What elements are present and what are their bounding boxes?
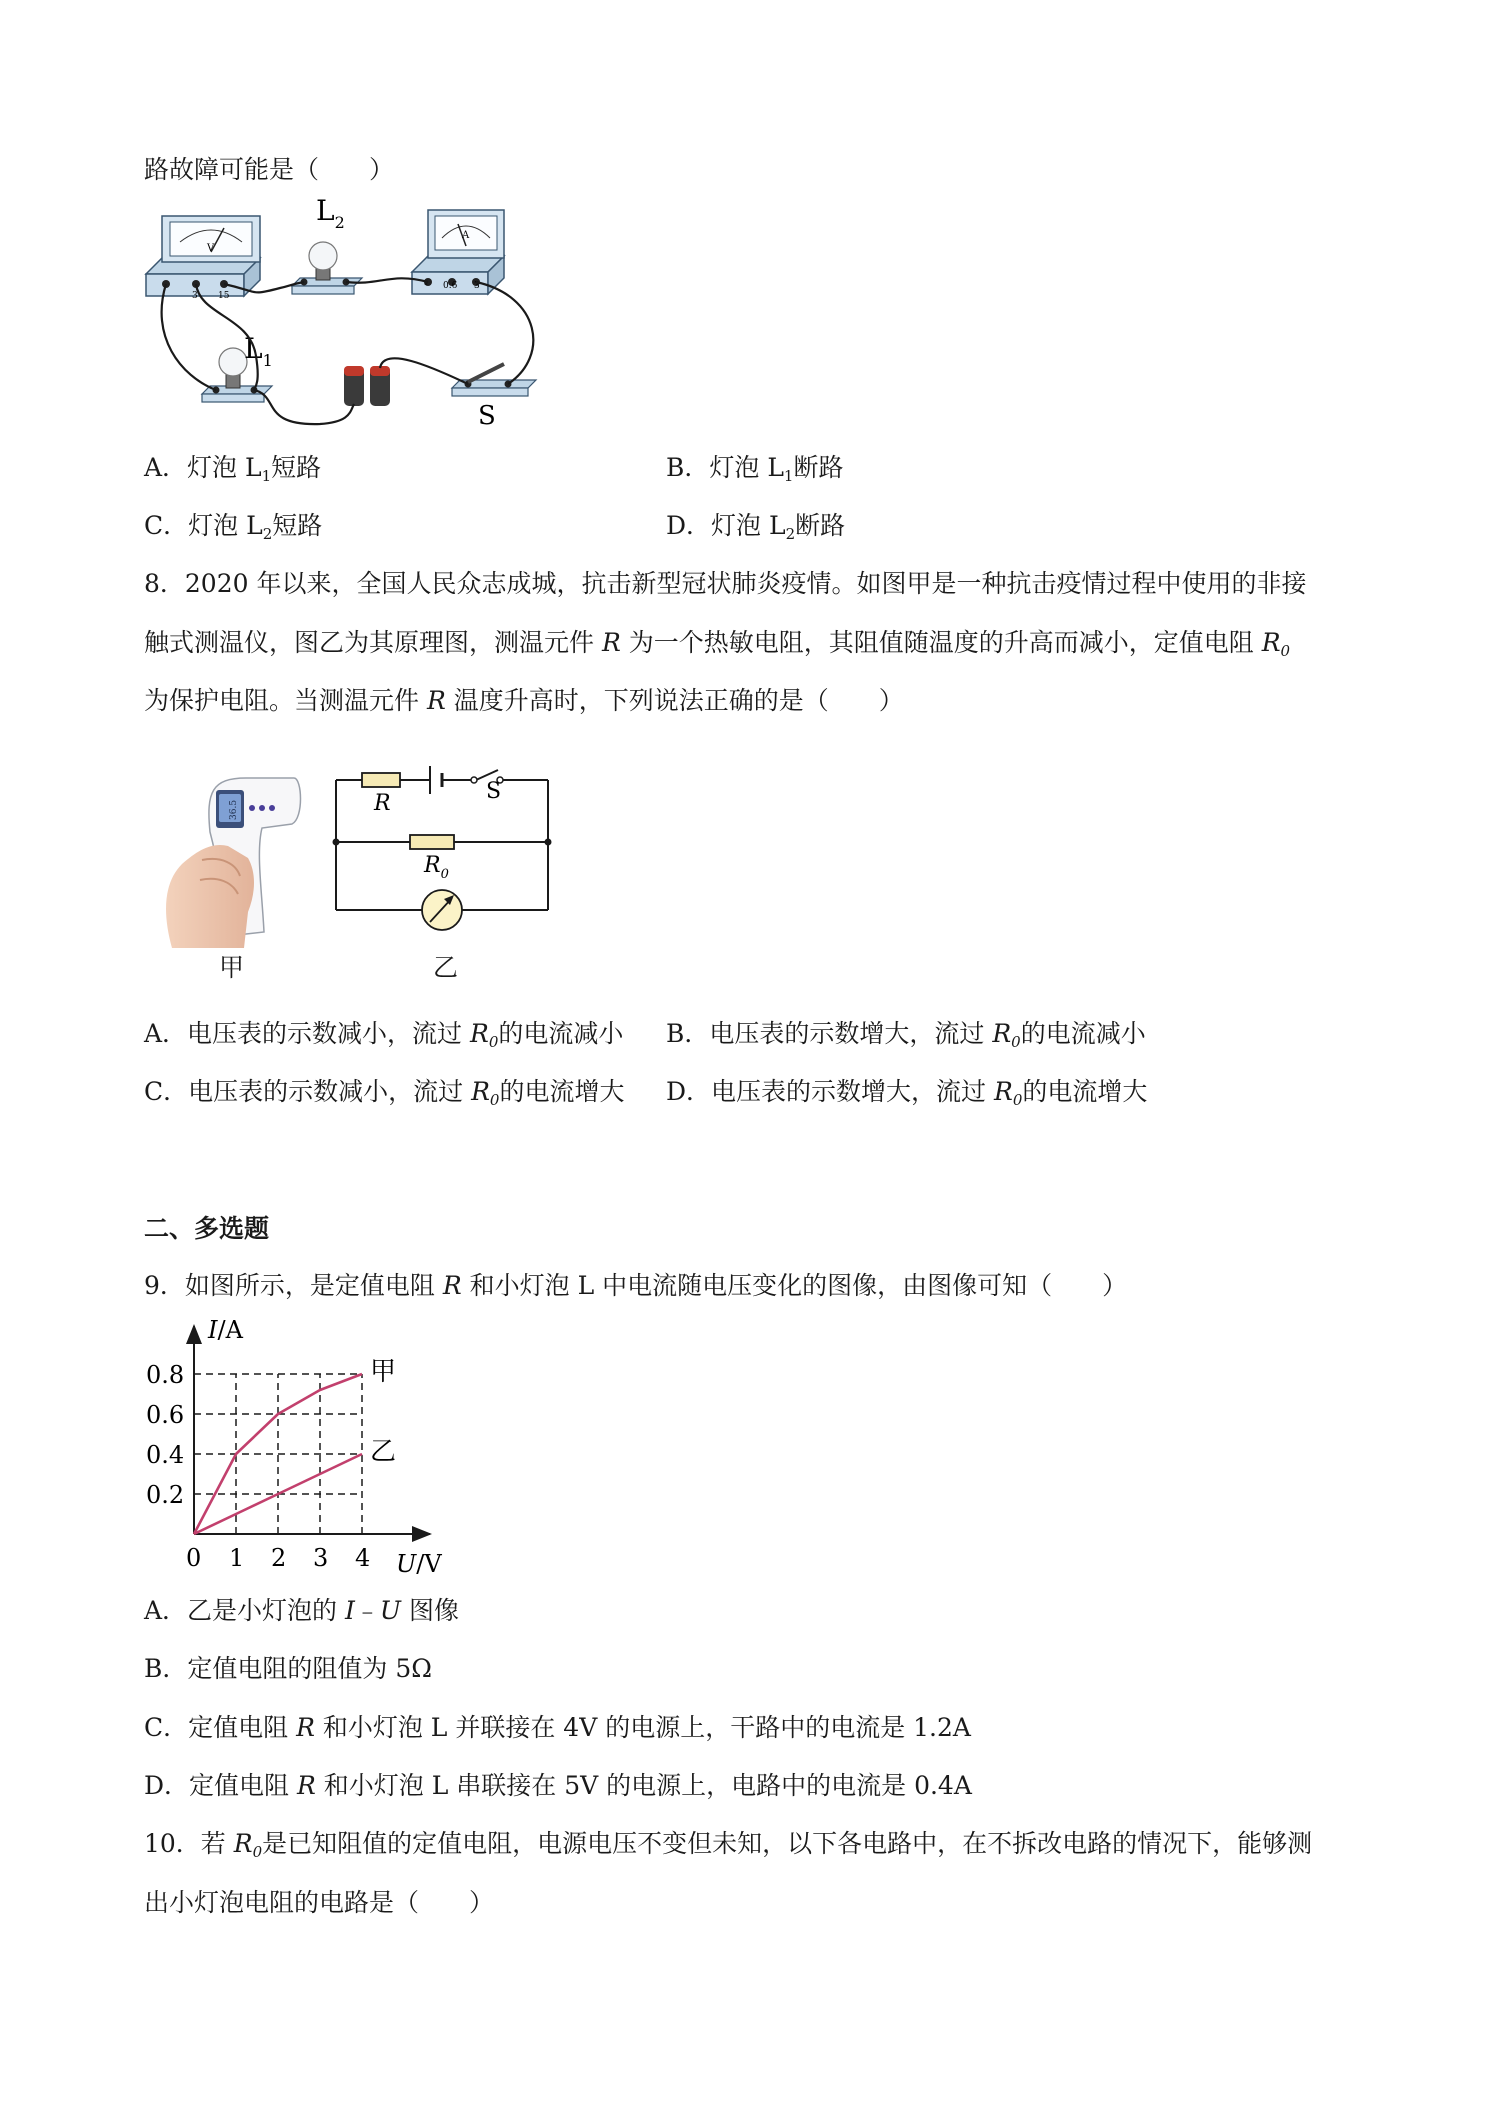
circuit-label-r: R [374,791,391,816]
q8-option-d-tail: 的电流增大 [1022,1077,1148,1106]
q7-option-b-text: B．灯泡 L [666,453,784,482]
x-axis-label-unit: /V [416,1550,442,1578]
q9-option-a[interactable] [144,1595,459,1627]
q7-option-d-suffix: 断路 [795,511,846,540]
q8-option-a[interactable] [144,1018,623,1050]
q7-option-c-suffix: 短路 [272,511,323,540]
q7-option-a[interactable] [144,452,321,484]
thermometer-reading: 36.5 [229,799,239,820]
section-heading-multi-choice: 二、多选题 [144,1214,270,1243]
q8-option-c-sub: 0 [489,1091,500,1109]
q8-stem-line-1: 8．2020 年以来，全国人民众志成城，抗击新型冠状肺炎疫情。如图甲是一种抗击疫情过程中使用的非接 [144,569,1307,598]
q7-stem-tail: 路故障可能是（ ） [144,155,395,184]
ammeter-terminal-neg: - [424,277,428,290]
q8-option-d-r: R [994,1077,1013,1106]
q8-option-b-sub: 0 [1011,1033,1021,1051]
label-s: S [478,401,496,431]
q8-stem-line-2 [144,627,1290,659]
q8-option-d[interactable] [666,1076,1147,1108]
q10-line1-a: 10．若 [144,1829,234,1858]
q8-line2-r0: R [1261,628,1281,657]
q9-option-d-text: D．定值电阻 [144,1771,297,1800]
q8-stem-line-3 [144,685,904,717]
voltmeter-terminal-3: 3 [192,291,198,301]
x-axis-label-symbol: U [396,1550,417,1578]
q9-stem-b: 和小灯泡 L 中电流随电压变化的图像，由图像可知（ ） [461,1271,1128,1300]
series-label-2: 乙 [370,1437,397,1467]
q8-option-a-tail: 的电流减小 [498,1019,624,1048]
q8-line2-a: 触式测温仪，图乙为其原理图，测温元件 [144,628,602,657]
y-axis-label-symbol: I [208,1316,218,1344]
x-tick-label-3: 3 [313,1544,329,1572]
q9-option-d-r: R [297,1771,316,1800]
lamp-l1 [202,332,273,402]
q7-circuit-diagram [140,196,550,432]
y-tick-label-0.4: 0.4 [146,1441,185,1469]
y-tick-label-0.6: 0.6 [146,1401,185,1429]
y-tick-label-0.8: 0.8 [146,1361,185,1389]
battery-pair [344,366,390,406]
q10-stem-line-1 [144,1828,1312,1860]
voltmeter-letter: V [207,243,215,254]
q8-option-d-sub: 0 [1012,1091,1023,1109]
label-l2-sub: 2 [334,213,345,232]
origin-label: 0 [186,1544,202,1572]
circuit-label-s: S [486,779,502,804]
q9-option-a-tail: 图像 [401,1596,459,1625]
q8-option-b-text: B．电压表的示数增大，流过 [666,1019,993,1048]
label-l1: L [244,332,263,365]
switch-s [452,364,536,431]
q9-stem [144,1270,1127,1302]
q10-line1-b: 是已知阻值的定值电阻，电源电压不变但未知，以下各电路中，在不拆改电路的情况下，能够测 [262,1829,1313,1858]
x-tick-label-1: 1 [229,1544,245,1572]
ammeter-terminal-06: 0.6 [443,281,458,291]
q9-option-c[interactable] [144,1712,971,1744]
q9-option-a-u: U [379,1596,401,1625]
q8-line2-b: 为一个热敏电阻，其阻值随温度的升高而减小，定值电阻 [620,628,1262,657]
q10-stem-line-2: 出小灯泡电阻的电路是（ ） [144,1888,495,1917]
y-axis-label [207,1316,244,1344]
q8-line3-b: 温度升高时，下列说法正确的是（ ） [445,686,904,715]
q8-option-b-r: R [992,1019,1012,1048]
circuit-label-r0: R [424,853,441,878]
q7-option-d[interactable] [666,510,845,542]
x-tick-label-2: 2 [271,1544,287,1572]
ammeter-letter: A [462,230,470,241]
iu-chart [140,1316,460,1578]
q8-line3-a: 为保护电阻。当测温元件 [144,686,427,715]
series-label-1: 甲 [370,1357,397,1387]
q7-option-b-suffix: 断路 [793,453,844,482]
q9-option-c-tail: 和小灯泡 L 并联接在 4V 的电源上，干路中的电流是 1.2A [314,1713,971,1742]
caption-yi: 乙 [433,953,459,982]
q10-line1-r0-sub: 0 [252,1843,263,1861]
svg-text:R0 [423,853,449,882]
q9-option-c-r: R [296,1713,315,1742]
label-l1-sub: 1 [262,351,273,370]
voltmeter-terminal-15: 15 [218,291,230,301]
caption-jia: 甲 [219,953,245,982]
q8-option-c[interactable] [144,1076,624,1108]
q8-option-a-text: A．电压表的示数减小，流过 [144,1019,471,1048]
q8-option-a-sub: 0 [488,1033,499,1051]
q9-option-d-tail: 和小灯泡 L 串联接在 5V 的电源上，电路中的电流是 0.4A [315,1771,972,1800]
q7-option-d-text: D．灯泡 L [666,511,786,540]
voltmeter-terminal-neg: - [162,291,166,301]
q8-option-d-text: D．电压表的示数增大，流过 [666,1077,994,1106]
x-tick-label-4: 4 [355,1544,371,1572]
q7-option-b-sub: 1 [783,467,794,485]
x-axis-label [396,1550,442,1578]
q7-option-a-text: A．灯泡 L [144,453,262,482]
y-axis-label-unit: /A [217,1316,243,1344]
q8-circuit-diagram [326,762,556,912]
q8-line2-r0-sub: 0 [1280,642,1291,660]
q8-line2-r: R [601,628,621,657]
q9-option-a-text: A．乙是小灯泡的 [144,1596,346,1625]
thermistor-r [362,773,400,787]
q8-option-b[interactable] [666,1018,1146,1050]
q9-option-b[interactable]: B．定值电阻的阻值为 5Ω [144,1654,432,1683]
q8-option-c-r: R [471,1077,490,1106]
q7-option-c-text: C．灯泡 L [144,511,263,540]
q8-option-a-r: R [470,1019,489,1048]
q8-option-c-text: C．电压表的示数减小，流过 [144,1077,472,1106]
q7-option-a-suffix: 短路 [271,453,322,482]
q7-option-a-sub: 1 [261,467,272,485]
q9-option-a-dash: ﹣ [354,1596,380,1625]
chart-grid [194,1374,362,1534]
q8-option-b-tail: 的电流减小 [1020,1019,1146,1048]
q9-stem-r: R [442,1271,462,1300]
q7-option-c-sub: 2 [262,525,273,543]
label-l2: L [316,194,335,227]
circuit-label-r0-sub: 0 [440,867,449,882]
q7-option-d-sub: 2 [785,525,796,543]
q7-option-c[interactable] [144,510,322,542]
thermometer-photo [152,772,302,948]
ammeter-terminal-3: 3 [474,281,480,291]
q9-option-a-i: I [345,1596,355,1625]
q8-line3-r: R [426,686,446,715]
q7-option-b[interactable] [666,452,843,484]
q9-stem-a: 9．如图所示，是定值电阻 [144,1271,443,1300]
q10-line1-r0: R [233,1829,253,1858]
svg-text:L2 [316,194,345,232]
q8-option-c-tail: 的电流增大 [499,1077,625,1106]
q9-option-d[interactable] [144,1770,972,1802]
q9-option-c-text: C．定值电阻 [144,1713,297,1742]
lamp-l2 [292,194,362,294]
y-tick-label-0.2: 0.2 [146,1481,185,1509]
resistor-r0 [410,835,454,849]
chart-series-group [194,1357,396,1534]
